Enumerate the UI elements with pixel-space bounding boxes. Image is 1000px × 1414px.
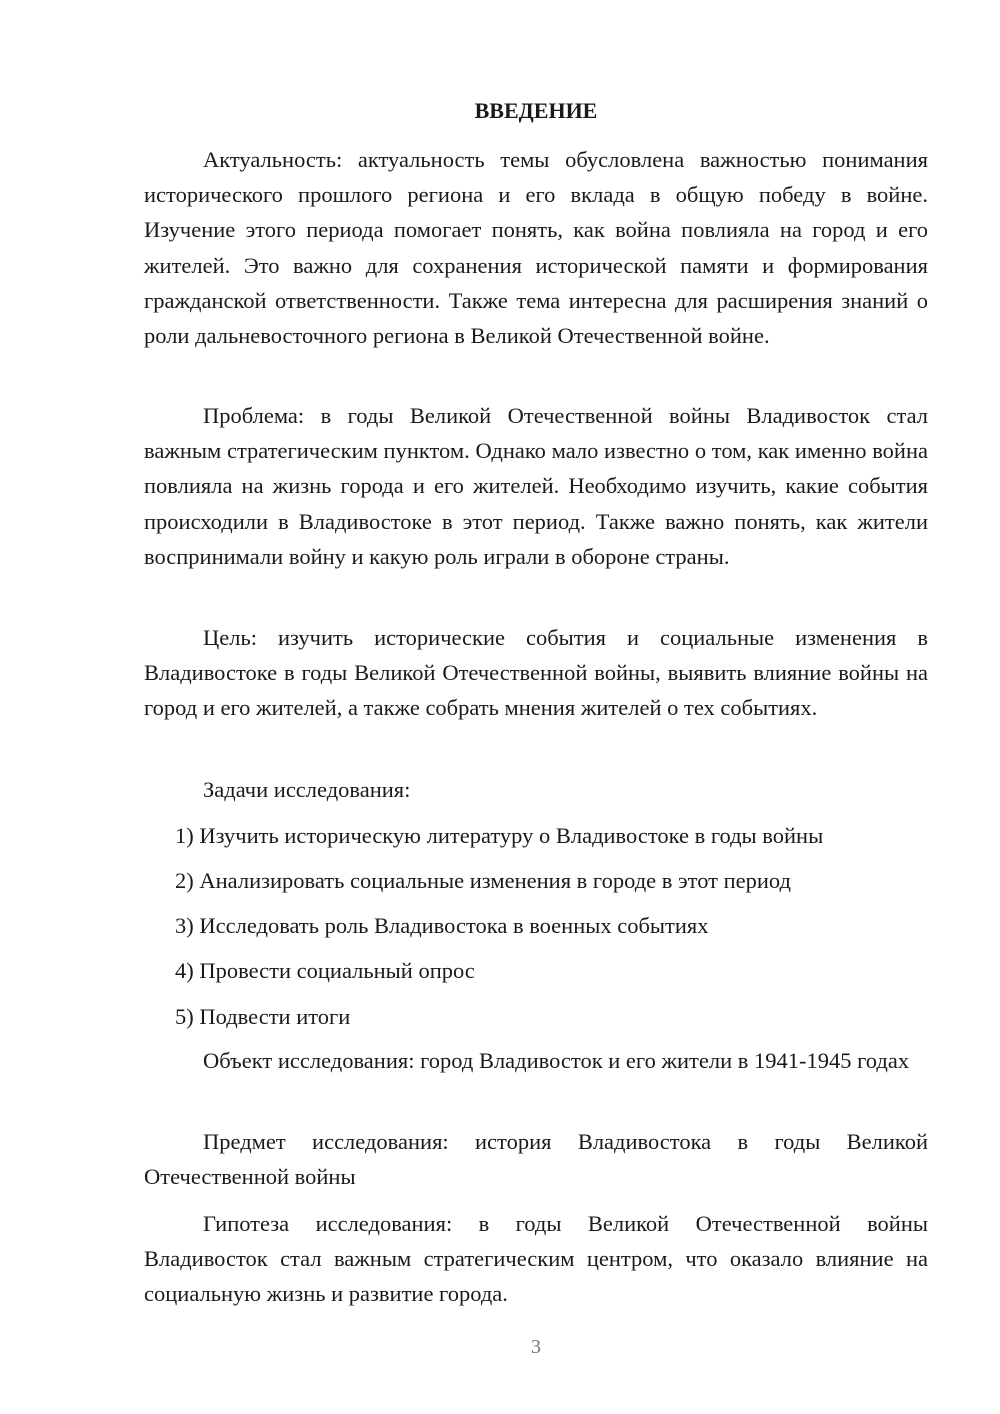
subject-paragraph: Предмет исследования: история Владивостока в годы Великой Отечественной войны <box>144 1129 928 1190</box>
hypothesis-paragraph: Гипотеза исследования: в годы Великой Отечественной войны Владивосток стал важным стратегическим центром, что оказало влияние на социальную жизнь и развитие города. <box>144 1211 928 1307</box>
problem-paragraph: Проблема: в годы Великой Отечественной войны Владивосток стал важным стратегическим пунктом. Однако мало известно о том, как именно война повлияла на жизнь города и его жителей. Необходимо изучить, какие события происходили в Владивостоке в этот период. Также важно понять, как жители воспринимали войну и какую роль играли в обороне страны. <box>144 403 928 569</box>
task-item: 5) Подвести итоги <box>175 1004 351 1029</box>
task-item: 4) Провести социальный опрос <box>175 958 475 983</box>
document-page <box>144 0 928 1414</box>
tasks-title: Задачи исследования: <box>203 777 411 802</box>
task-item: 1) Изучить историческую литературу о Владивостоке в годы войны <box>175 823 824 848</box>
goal-paragraph: Цель: изучить исторические события и социальные изменения в Владивостоке в годы Великой Отечественной войны, выявить влияние войны на город и его жителей, а также собрать мнения жителей о тех событиях. <box>144 625 928 721</box>
task-item: 3) Исследовать роль Владивостока в военных событиях <box>175 913 709 938</box>
section-heading: ВВЕДЕНИЕ <box>474 98 598 123</box>
task-item: 2) Анализировать социальные изменения в городе в этот период <box>175 868 791 893</box>
relevance-paragraph: Актуальность: актуальность темы обусловлена важностью понимания исторического прошлого региона и его вклада в общую победу в войне. Изучение этого периода помогает понять, как война повлияла на город и его жителей. Это важно для сохранения исторической памяти и формирования гражданской ответственности. Также тема интересна для расширения знаний о роли дальневосточного региона в Великой Отечественной войне. <box>144 147 928 349</box>
object-paragraph: Объект исследования: город Владивосток и его жители в 1941-1945 годах <box>203 1048 910 1073</box>
page-number: 3 <box>531 1336 541 1358</box>
